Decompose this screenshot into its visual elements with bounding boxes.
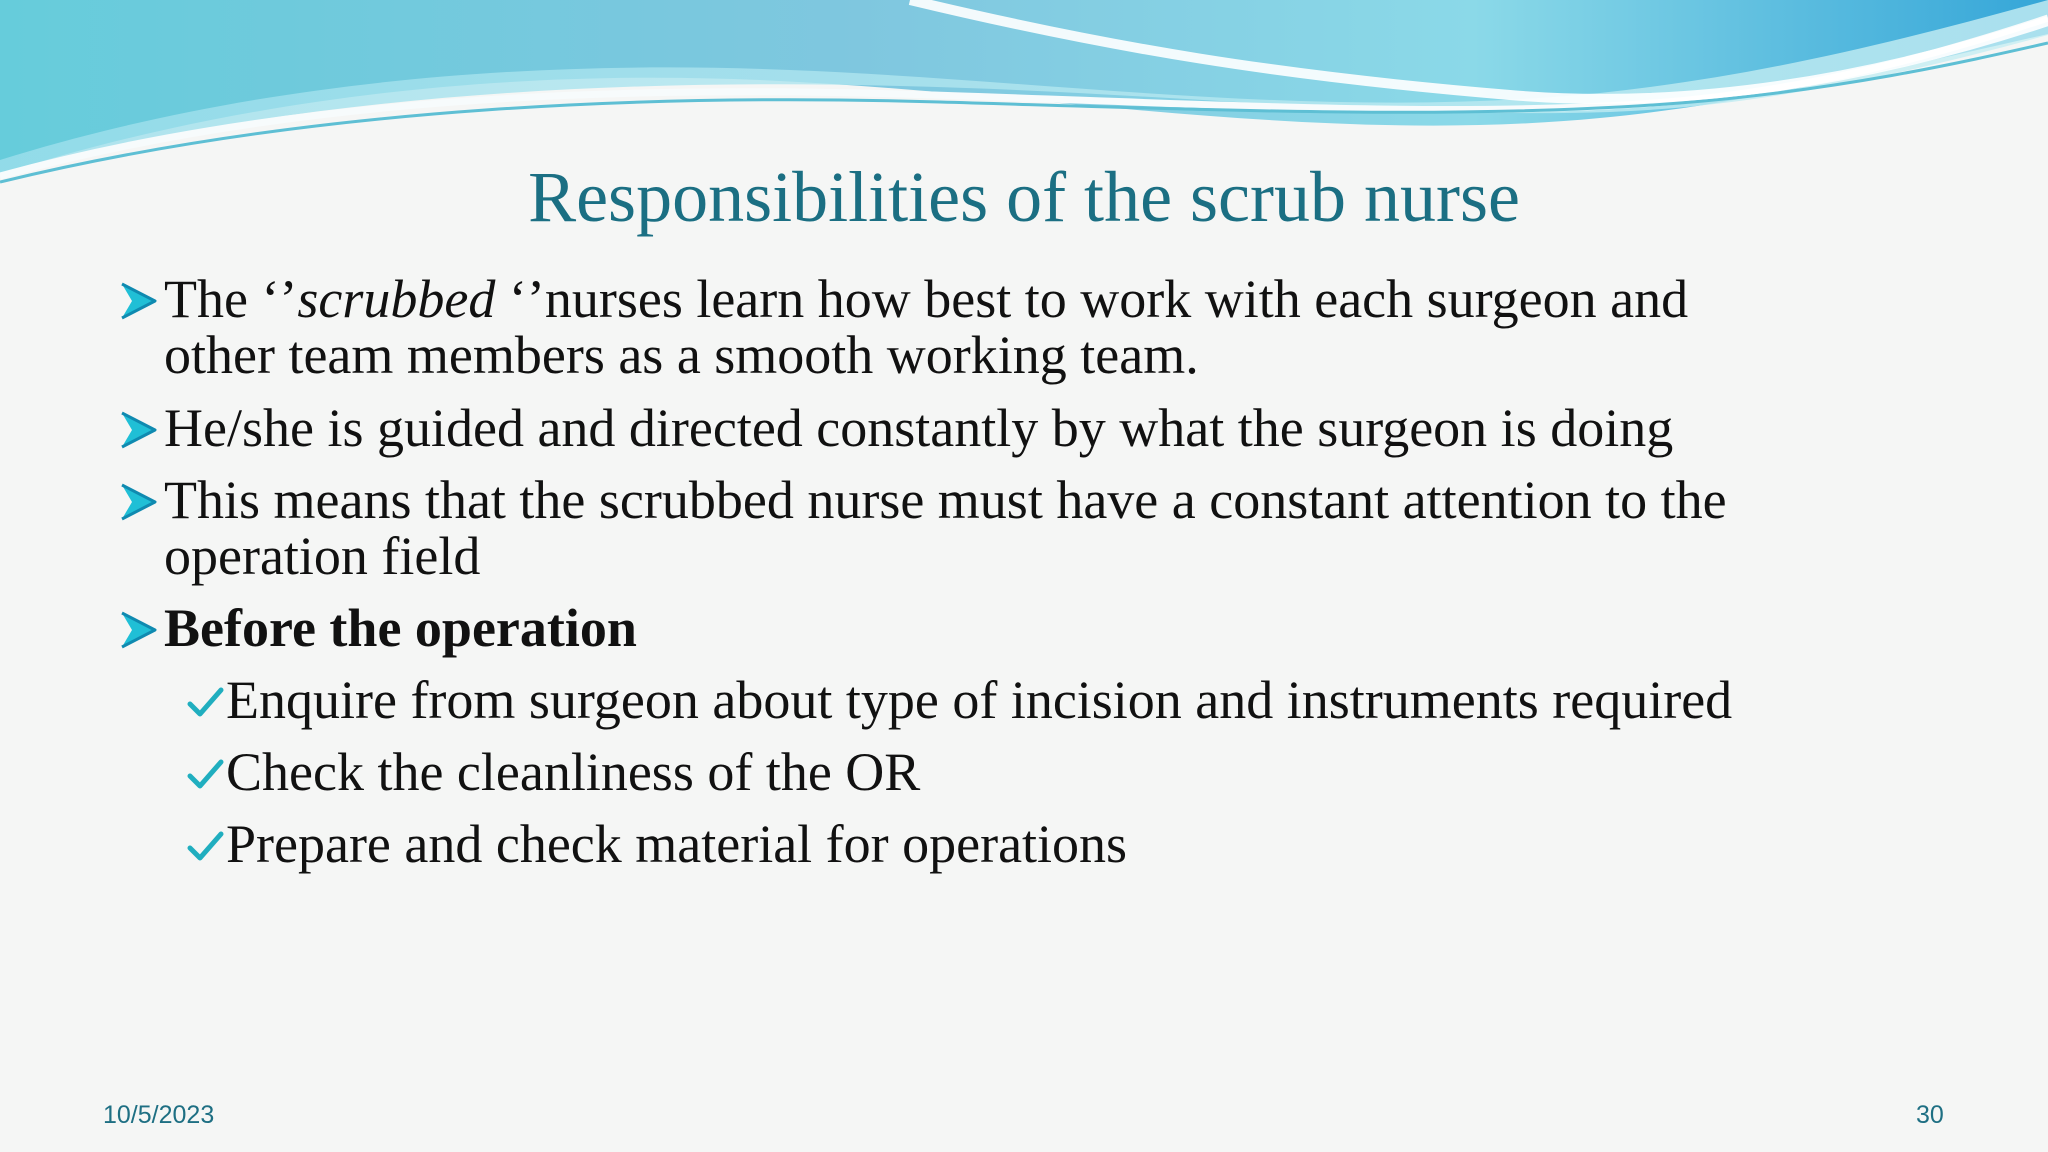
bullet-constant-attention: This means that the scrubbed nurse must have a constant attention to the — [164, 470, 1727, 530]
bullet-scrubbed-prefix: The ‘’ — [164, 269, 298, 329]
subbullet-enquire-surgeon: Enquire from surgeon about type of incision and instruments required — [226, 670, 1733, 730]
check-icon — [184, 826, 226, 868]
arrow-bullet-icon — [118, 409, 160, 451]
subbullet-check-cleanliness: Check the cleanliness of the OR — [226, 742, 921, 802]
check-icon — [184, 682, 226, 724]
bullet-constant-attention-line-2: operation field — [164, 526, 481, 586]
bullet-scrubbed-nurses — [164, 270, 1964, 328]
arrow-bullet-icon — [118, 609, 160, 651]
bullet-scrubbed-suffix: ‘’nurses learn how best to work with each surgeon and — [495, 269, 1689, 329]
bullet-before-operation: Before the operation — [164, 598, 637, 658]
bullet-scrubbed-line-2: other team members as a smooth working team. — [164, 325, 1199, 385]
arrow-bullet-icon — [118, 481, 160, 523]
bullet-guided-directed: He/she is guided and directed constantly by what the surgeon is doing — [164, 398, 1674, 458]
slide-page-number: 30 — [1916, 1101, 1944, 1129]
bullet-scrubbed-italic: scrubbed — [297, 269, 496, 329]
arrow-bullet-icon — [118, 280, 160, 322]
slide-title: Responsibilities of the scrub nurse — [528, 157, 1520, 237]
check-icon — [184, 754, 226, 796]
subbullet-prepare-material: Prepare and check material for operations — [226, 814, 1128, 874]
footer-date: 10/5/2023 — [103, 1101, 215, 1129]
